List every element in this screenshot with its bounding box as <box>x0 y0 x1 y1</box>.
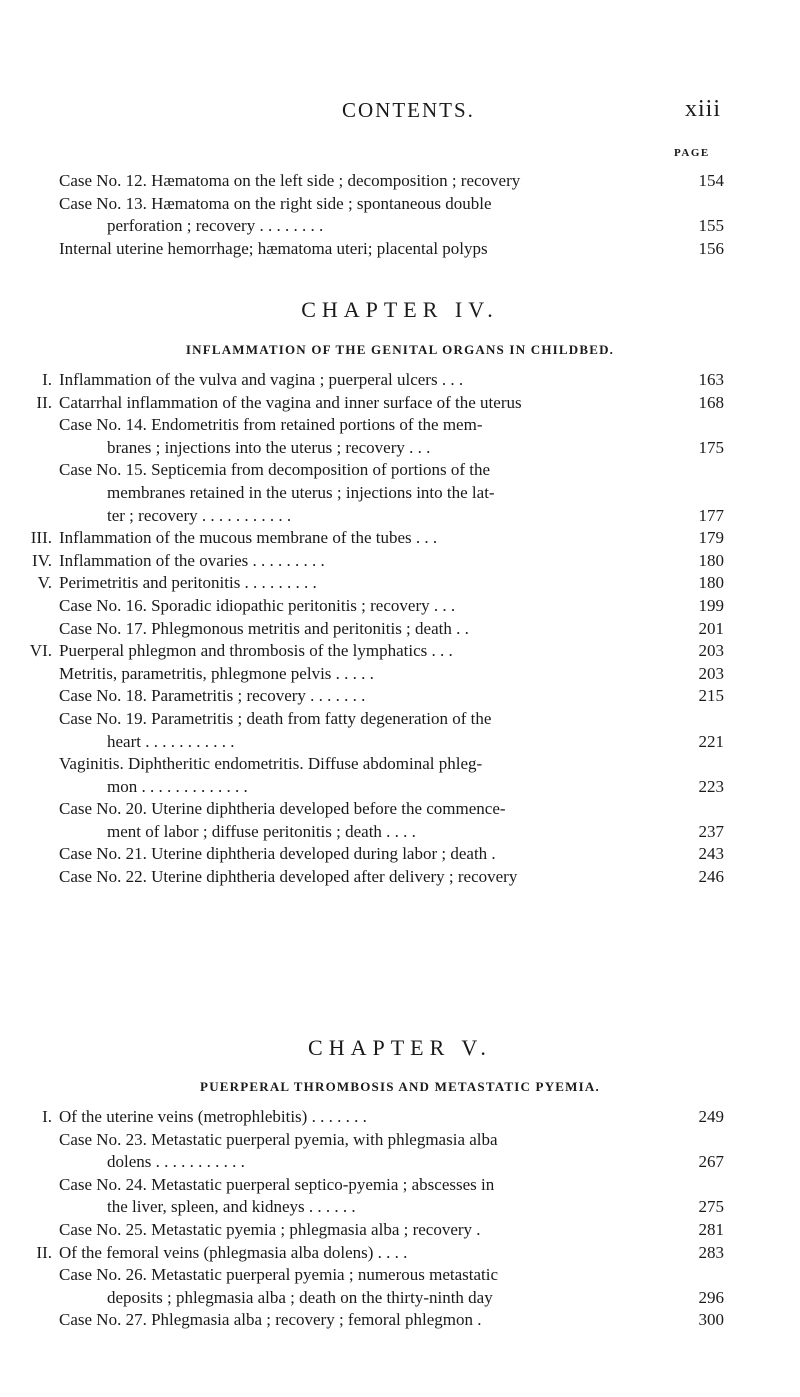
toc-entry-title: Perimetritis and peritonitis . . . . . . . . . <box>59 573 317 593</box>
toc-entry-title: membranes retained in the uterus ; injections into the lat- <box>107 482 495 502</box>
toc-entry-title: Case No. 27. Phlegmasia alba ; recovery ; femoral phlegmon . <box>59 1310 482 1330</box>
toc-entry-page: 168 <box>698 392 724 412</box>
toc-entry-line <box>0 1174 800 1197</box>
toc-entry-title: Case No. 21. Uterine diphtheria developed during labor ; death . <box>59 844 496 864</box>
toc-entry-title: ter ; recovery . . . . . . . . . . . <box>107 505 292 525</box>
page-column-label: PAGE <box>674 147 710 159</box>
toc-entry-title: Case No. 20. Uterine diphtheria developed before the commence- <box>59 799 506 819</box>
toc-entry-title: Inflammation of the vulva and vagina ; puerperal ulcers . . . <box>59 370 464 389</box>
toc-entry-title: dolens . . . . . . . . . . . <box>107 1152 245 1172</box>
toc-entry-line <box>0 1151 800 1174</box>
toc-entry-number: VI. <box>29 641 52 661</box>
toc-entry-line <box>0 618 800 641</box>
toc-entry-title: Case No. 18. Parametritis ; recovery . . . . . . . <box>59 686 366 706</box>
toc-entry-line <box>0 550 800 573</box>
toc-entry-number: II. <box>36 1242 52 1262</box>
toc-entry-title: Catarrhal inflammation of the vagina and inner surface of the uterus <box>59 392 522 412</box>
toc-entry-title: Case No. 14. Endometritis from retained portions of the mem- <box>59 415 483 435</box>
toc-entry-line <box>0 798 800 821</box>
toc-entry-title: Case No. 13. Hæmatoma on the right side ; spontaneous double <box>59 193 492 213</box>
toc-entry-line <box>0 663 800 686</box>
toc-entry-page: 296 <box>698 1287 724 1307</box>
toc-entry-page: 203 <box>698 641 724 661</box>
toc-entry-title: Of the femoral veins (phlegmasia alba dolens) . . . . <box>59 1242 408 1262</box>
toc-entry-title: Case No. 25. Metastatic pyemia ; phlegmasia alba ; recovery . <box>59 1219 481 1239</box>
toc-entry-line <box>0 437 800 460</box>
toc-entry-page: 223 <box>698 776 724 796</box>
toc-entry-page: 300 <box>698 1310 724 1330</box>
toc-entry-line <box>0 414 800 437</box>
toc-entry-line <box>0 753 800 776</box>
toc-entry-title: heart . . . . . . . . . . . <box>107 731 235 751</box>
toc-entry-line <box>0 193 800 216</box>
toc-entry-line <box>0 1264 800 1287</box>
toc-entry-page: 175 <box>698 437 724 457</box>
toc-entry-page: 237 <box>698 821 724 841</box>
toc-entry-line <box>0 1106 800 1129</box>
toc-entry-title: Of the uterine veins (metrophlebitis) . . . . . . . <box>59 1107 367 1126</box>
intro-entries <box>0 170 800 260</box>
toc-entry-line <box>0 708 800 731</box>
toc-entry-page: 243 <box>698 844 724 864</box>
toc-entry-number: V. <box>37 573 52 593</box>
chapter-4-subtitle: INFLAMMATION OF THE GENITAL ORGANS IN CHILDBED. <box>185 342 615 357</box>
toc-entry-title: deposits ; phlegmasia alba ; death on the thirty-ninth day <box>107 1287 493 1307</box>
toc-entry-page: 177 <box>698 505 724 525</box>
toc-entry-page: 199 <box>698 595 724 615</box>
toc-entry-title: Inflammation of the ovaries . . . . . . . . . <box>59 550 325 570</box>
chapter-5-heading: CHAPTER V. <box>308 1035 492 1060</box>
toc-entry-title: Vaginitis. Diphtheritic endometritis. Diffuse abdominal phleg- <box>59 754 483 774</box>
toc-entry-title: ment of labor ; diffuse peritonitis ; death . . . . <box>107 821 416 841</box>
toc-entry-page: 155 <box>698 216 724 236</box>
page-number: xiii <box>685 96 722 122</box>
toc-entry-title: Case No. 22. Uterine diphtheria developed after delivery ; recovery <box>59 867 518 887</box>
toc-entry-line <box>0 685 800 708</box>
toc-entry-line <box>0 459 800 482</box>
toc-entry-page: 180 <box>698 573 724 593</box>
toc-entry-line <box>0 1287 800 1310</box>
toc-entry-line <box>0 1129 800 1152</box>
toc-entry-line <box>0 1219 800 1242</box>
toc-entry-title: Case No. 16. Sporadic idiopathic peritonitis ; recovery . . . <box>59 595 456 615</box>
toc-entry-page: 179 <box>698 528 724 548</box>
chapter-5-entries <box>0 1106 800 1332</box>
toc-entry-number: I. <box>42 1107 52 1126</box>
toc-entry-line <box>0 866 800 889</box>
running-title: CONTENTS. <box>342 98 475 122</box>
toc-entry-number: IV. <box>32 550 52 570</box>
toc-entry-title: Inflammation of the mucous membrane of the tubes . . . <box>59 528 438 548</box>
toc-entry-page: 180 <box>698 550 724 570</box>
toc-entry-line <box>0 595 800 618</box>
toc-entry-title: Internal uterine hemorrhage; hæmatoma uteri; placental polyps <box>59 238 488 258</box>
toc-entry-line <box>0 238 800 261</box>
toc-entry-title: Case No. 19. Parametritis ; death from fatty degeneration of the <box>59 708 492 728</box>
chapter-4-entries <box>0 369 800 889</box>
toc-entry-page: 267 <box>698 1152 724 1172</box>
toc-entry-line <box>0 1196 800 1219</box>
chapter-5-subtitle: PUERPERAL THROMBOSIS AND METASTATIC PYEMIA. <box>200 1079 600 1094</box>
toc-entry-page: 281 <box>698 1219 724 1239</box>
toc-entry-line <box>0 776 800 799</box>
toc-entry-line <box>0 572 800 595</box>
toc-entry-number: I. <box>42 370 52 389</box>
toc-entry-title: branes ; injections into the uterus ; recovery . . . <box>107 437 431 457</box>
toc-entry-line <box>0 527 800 550</box>
running-head <box>0 98 800 128</box>
toc-entry-page: 163 <box>698 370 724 389</box>
toc-entry-line <box>0 170 800 193</box>
toc-entry-title: Puerperal phlegmon and thrombosis of the lymphatics . . . <box>59 641 453 661</box>
toc-entry-title: Case No. 24. Metastatic puerperal septico-pyemia ; abscesses in <box>59 1174 495 1194</box>
toc-entry-title: perforation ; recovery . . . . . . . . <box>107 216 324 236</box>
chapter-4-heading: CHAPTER IV. <box>301 297 499 322</box>
toc-entry-line <box>0 482 800 505</box>
toc-entry-title: Metritis, parametritis, phlegmone pelvis . . . . . <box>59 663 374 683</box>
toc-entry-page: 201 <box>698 618 724 638</box>
toc-entry-title: Case No. 26. Metastatic puerperal pyemia ; numerous metastatic <box>59 1265 499 1285</box>
toc-entry-title: Case No. 15. Septicemia from decomposition of portions of the <box>59 460 491 480</box>
toc-entry-title: mon . . . . . . . . . . . . . <box>107 776 248 796</box>
toc-entry-line <box>0 369 800 392</box>
toc-entry-page: 275 <box>698 1197 724 1217</box>
toc-entry-line <box>0 1242 800 1265</box>
toc-entry-page: 156 <box>698 238 724 258</box>
toc-entry-title: the liver, spleen, and kidneys . . . . . . <box>107 1197 356 1217</box>
toc-entry-line <box>0 731 800 754</box>
toc-entry-page: 283 <box>698 1242 724 1262</box>
toc-entry-page: 154 <box>698 171 724 190</box>
toc-entry-line <box>0 215 800 238</box>
toc-entry-line <box>0 843 800 866</box>
toc-entry-page: 203 <box>698 663 724 683</box>
toc-entry-line <box>0 392 800 415</box>
toc-entry-title: Case No. 17. Phlegmonous metritis and peritonitis ; death . . <box>59 618 469 638</box>
toc-entry-page: 221 <box>698 731 724 751</box>
toc-entry-title: Case No. 23. Metastatic puerperal pyemia, with phlegmasia alba <box>59 1129 498 1149</box>
toc-entry-number: III. <box>30 528 52 548</box>
toc-entry-line <box>0 1309 800 1332</box>
toc-entry-number: II. <box>36 392 52 412</box>
toc-entry-title: Case No. 12. Hæmatoma on the left side ; decomposition ; recovery <box>59 171 521 190</box>
toc-entry-line <box>0 821 800 844</box>
toc-entry-page: 246 <box>698 867 724 887</box>
toc-entry-page: 215 <box>698 686 724 706</box>
toc-entry-line <box>0 640 800 663</box>
toc-entry-page: 249 <box>698 1107 724 1126</box>
toc-entry-line <box>0 505 800 528</box>
